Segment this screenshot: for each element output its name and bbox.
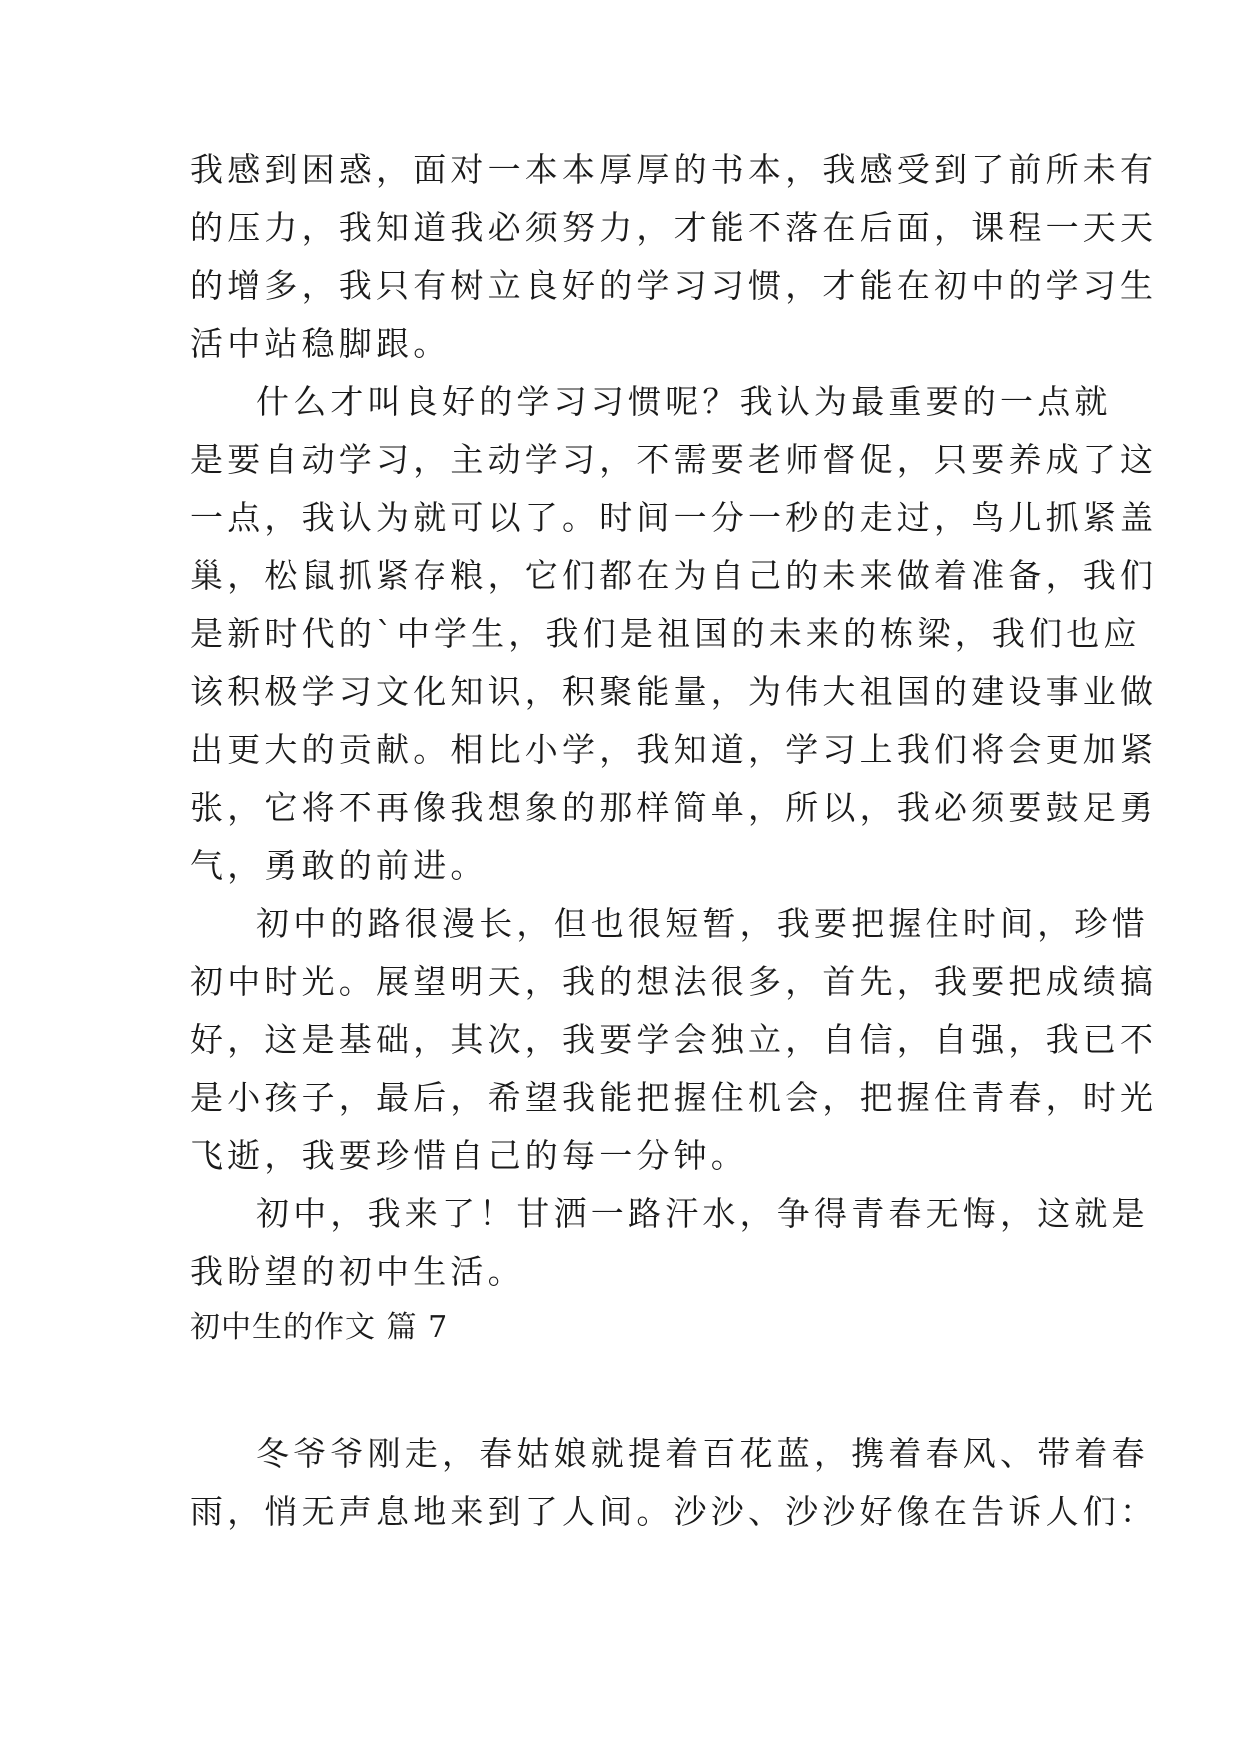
paragraph-line: 是新时代的`中学生，我们是祖国的未来的栋梁，我们也应 [190,614,1141,653]
paragraph-line: 是要自动学习，主动学习，不需要老师督促，只要养成了这 [190,440,1158,479]
paragraph-line: 雨，悄无声息地来到了人间。沙沙、沙沙好像在告诉人们： [190,1492,1158,1531]
paragraph-line: 的增多，我只有树立良好的学习习惯，才能在初中的学习生 [190,266,1158,305]
paragraph-line: 好，这是基础，其次，我要学会独立，自信，自强，我已不 [190,1020,1158,1059]
paragraph-line: 活中站稳脚跟。 [190,324,451,363]
paragraph-line: 飞逝，我要珍惜自己的每一分钟。 [190,1136,748,1175]
paragraph-line: 我感到困惑，面对一本本厚厚的书本，我感受到了前所未有 [190,150,1158,189]
paragraph-line: 气，勇敢的前进。 [190,846,488,885]
paragraph-line: 初中的路很漫长，但也很短暂，我要把握住时间，珍惜 [256,904,1149,943]
paragraph-line: 初中，我来了！甘洒一路汗水，争得青春无悔，这就是 [256,1194,1149,1233]
paragraph-line: 一点，我认为就可以了。时间一分一秒的走过，鸟儿抓紧盖 [190,498,1158,537]
paragraph-line: 我盼望的初中生活。 [190,1252,525,1291]
paragraph-line: 冬爷爷刚走，春姑娘就提着百花蓝，携着春风、带着春 [256,1434,1149,1473]
paragraph-line: 巢，松鼠抓紧存粮，它们都在为自己的未来做着准备，我们 [190,556,1158,595]
paragraph-line: 该积极学习文化知识，积聚能量，为伟大祖国的建设事业做 [190,672,1158,711]
paragraph-line: 是小孩子，最后，希望我能把握住机会，把握住青春，时光 [190,1078,1158,1117]
paragraph-line: 张，它将不再像我想象的那样简单，所以，我必须要鼓足勇 [190,788,1158,827]
paragraph-line: 出更大的贡献。相比小学，我知道，学习上我们将会更加紧 [190,730,1158,769]
paragraph-line: 什么才叫良好的学习习惯呢？我认为最重要的一点就 [256,382,1112,421]
paragraph-line: 的压力，我知道我必须努力，才能不落在后面，课程一天天 [190,208,1158,247]
paragraph-line: 初中时光。展望明天，我的想法很多，首先，我要把成绩搞 [190,962,1158,1001]
section-heading: 初中生的作文 篇 7 [190,1310,449,1345]
